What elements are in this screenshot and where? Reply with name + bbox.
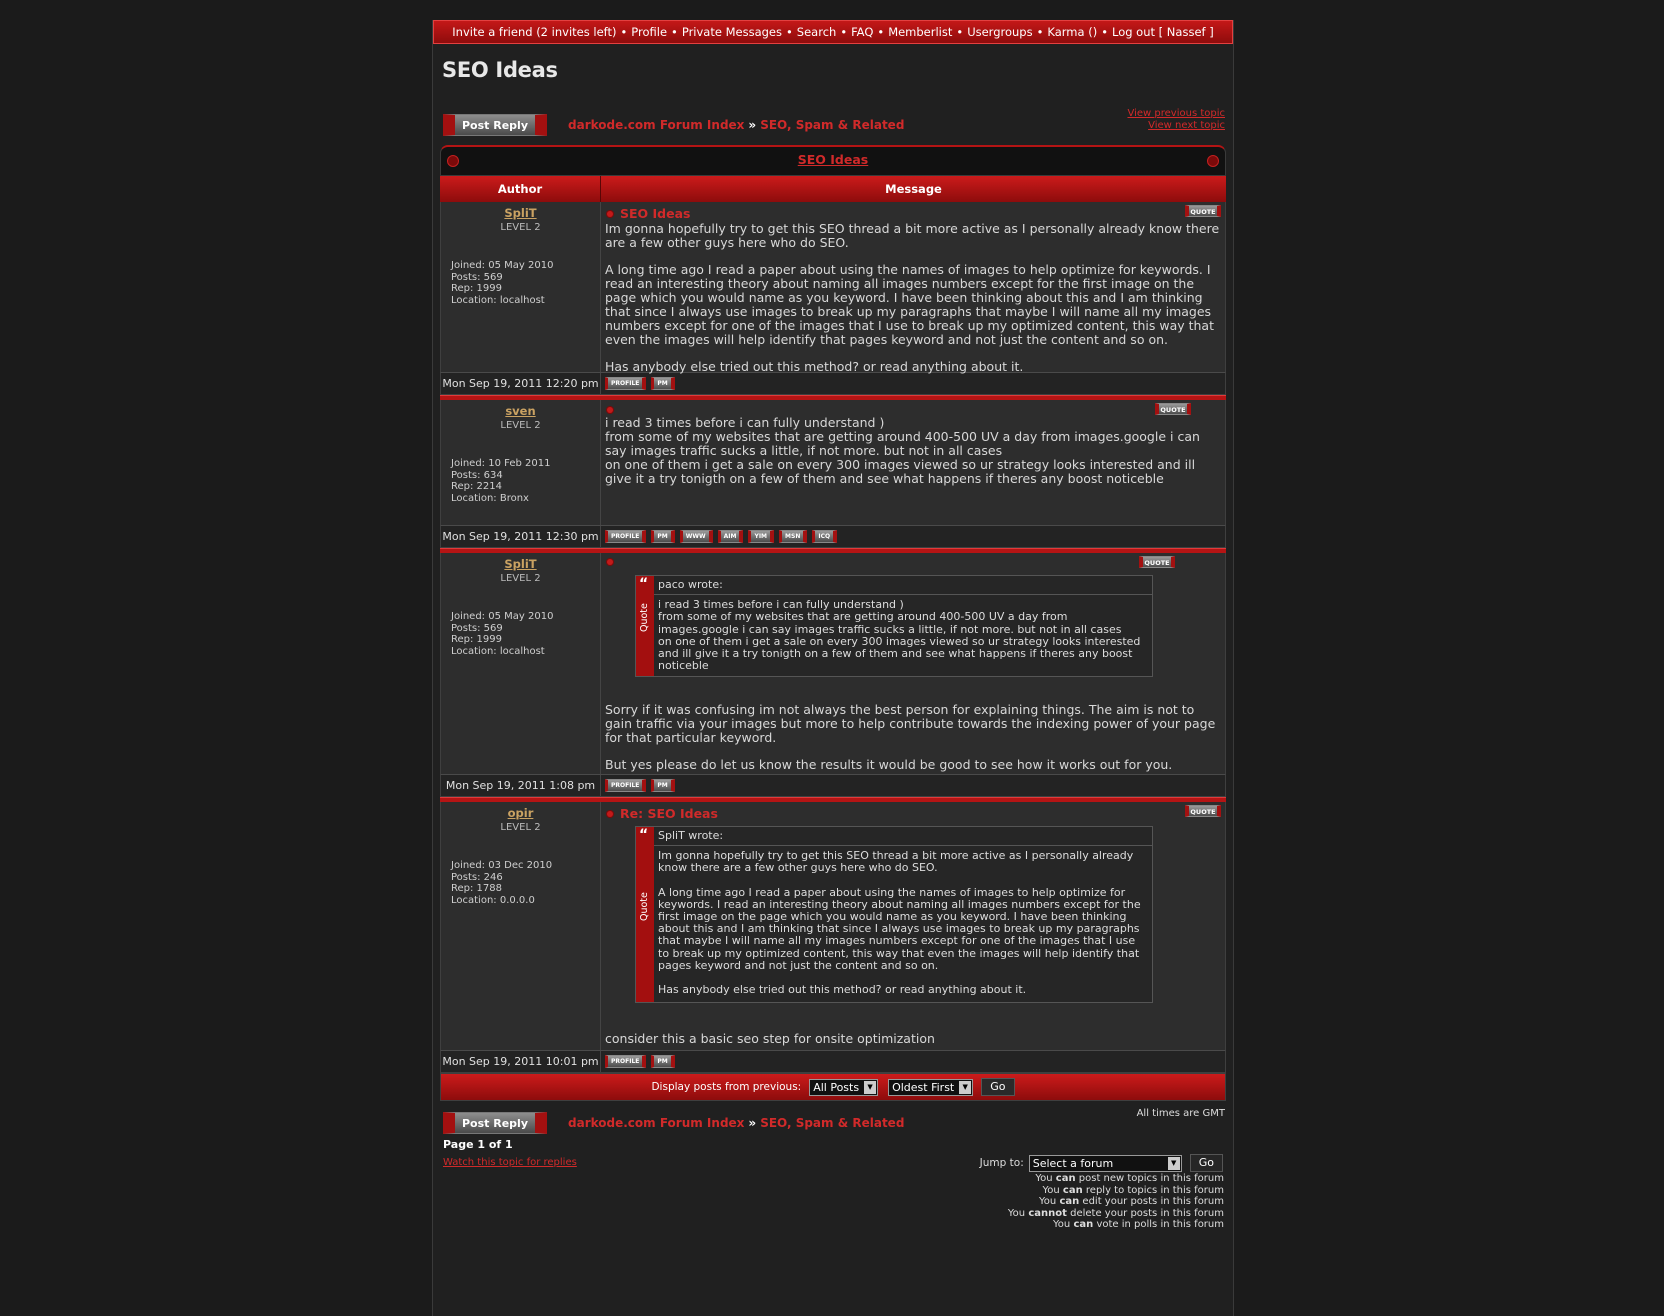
quote-label: Quote [639, 891, 650, 921]
nav-faq[interactable]: FAQ [851, 25, 874, 39]
post-body [605, 703, 1221, 785]
post-buttons [601, 373, 680, 394]
post-bullet-icon [607, 211, 613, 217]
nav-private-messages[interactable]: Private Messages [681, 25, 782, 39]
quote-line: on one of them i get a sale on every 300 images viewed so ur strategy looks interested and ill give it a try tonigth on a few of them and see what happens if theres any boost noticeble [658, 634, 1141, 673]
posts-order-select[interactable] [888, 1079, 973, 1096]
quote-mark-icon: “ [639, 576, 649, 592]
post-paragraph: Has anybody else tried out this method? or read anything about it. [605, 359, 1024, 374]
author-level: LEVEL 2 [500, 420, 541, 431]
topic-navigation [1127, 108, 1225, 132]
permission-line: You cannot delete your posts in this forum [1007, 1207, 1224, 1219]
profile-button[interactable]: PROFILE [605, 530, 646, 543]
post-row [440, 202, 1226, 372]
author-joined: Joined: 05 May 2010 [451, 260, 554, 271]
nav-separator: • [877, 25, 885, 39]
nav-search[interactable]: Search [796, 25, 837, 39]
breadcrumb-subforum[interactable]: SEO, Spam & Related [760, 1116, 905, 1130]
topic-table [440, 145, 1226, 1101]
author-posts: Posts: 246 [451, 871, 503, 883]
breadcrumb-subforum[interactable]: SEO, Spam & Related [760, 118, 905, 132]
forum-page [432, 20, 1234, 1316]
caption-dot-icon [1207, 155, 1219, 167]
yim-button[interactable]: YIM [748, 530, 774, 543]
post-body [605, 1032, 1221, 1046]
quote-author: SpliT wrote: [654, 827, 1152, 846]
aim-button[interactable]: AIM [718, 530, 744, 543]
quote-mark-icon: “ [639, 827, 649, 843]
quote-text [654, 595, 1152, 676]
top-toolbar [443, 108, 1227, 138]
post-bullet-icon [607, 811, 613, 817]
nav-separator: • [1036, 25, 1044, 39]
post-body [605, 222, 1221, 374]
post-footer [440, 1050, 1226, 1073]
post-line: i read 3 times before i can fully understand ) [605, 415, 885, 430]
dropdown-arrow-icon: ▼ [864, 1081, 876, 1094]
author-stats [451, 860, 552, 906]
permission-line: You can edit your posts in this forum [1039, 1196, 1224, 1207]
bottom-toolbar [443, 1108, 1227, 1136]
author-username[interactable]: SpliT [504, 557, 537, 571]
timezone-note: All times are GMT [1136, 1108, 1225, 1119]
post-paragraph: consider this a basic seo step for onsite optimization [605, 1031, 935, 1046]
author-username[interactable]: SpliT [504, 206, 537, 220]
jump-forum-value: Select a forum [1032, 1156, 1114, 1170]
post-author-panel [441, 202, 601, 372]
author-stats [451, 458, 550, 504]
posts-range-select[interactable] [809, 1079, 878, 1096]
breadcrumb [568, 1116, 904, 1130]
bottom-area [433, 1108, 1233, 1312]
view-previous-topic-link[interactable]: View previous topic [1127, 108, 1225, 119]
nav-separator: • [620, 25, 628, 39]
quote-button[interactable]: QUOTE [1155, 403, 1191, 415]
post-message [601, 802, 1225, 1050]
post-row [440, 400, 1226, 525]
post-reply-button[interactable]: Post Reply [443, 1112, 547, 1134]
post-bullet-icon [607, 559, 613, 565]
author-rep: Rep: 1999 [451, 283, 502, 294]
nav-separator: • [786, 25, 793, 39]
jump-forum-select[interactable] [1029, 1155, 1182, 1172]
profile-button[interactable]: PROFILE [605, 1055, 646, 1068]
nav-invite-friend[interactable]: Invite a friend (2 invites left) [452, 25, 617, 39]
quote-label: Quote [639, 603, 650, 633]
quote-paragraph: Has anybody else tried out this method? or read anything about it. [658, 983, 1027, 997]
quote-block [635, 826, 1153, 1003]
author-joined: Joined: 03 Dec 2010 [451, 860, 553, 871]
post-reply-button[interactable]: Post Reply [443, 114, 547, 136]
breadcrumb-arrow: » [748, 1116, 757, 1130]
nav-profile[interactable]: Profile [631, 25, 668, 39]
watch-topic-link[interactable]: Watch this topic for replies [443, 1157, 577, 1168]
www-button[interactable]: WWW [680, 530, 713, 543]
author-location: Location: Bronx [451, 492, 529, 504]
permission-line: You can reply to topics in this forum [1042, 1184, 1224, 1196]
quote-content [654, 827, 1152, 1002]
jump-go-button[interactable]: Go [1190, 1154, 1223, 1172]
display-posts-bar [440, 1073, 1226, 1101]
profile-button[interactable]: PROFILE [605, 779, 646, 792]
post-bullet-icon [607, 407, 613, 413]
author-level: LEVEL 2 [500, 222, 541, 233]
post-subject-text: SEO Ideas [620, 206, 691, 221]
author-location: Location: localhost [451, 645, 545, 657]
author-location: Location: 0.0.0.0 [451, 894, 535, 906]
post-author-panel [441, 553, 601, 774]
breadcrumb [568, 118, 904, 132]
quote-line: i read 3 times before i can fully understand ) [658, 598, 904, 612]
pm-button[interactable]: PM [651, 377, 674, 390]
profile-button[interactable]: PROFILE [605, 377, 646, 390]
quote-bar [636, 827, 654, 1002]
author-username[interactable]: opir [507, 806, 534, 820]
nav-usergroups[interactable]: Usergroups [967, 25, 1033, 39]
post-message [601, 553, 1225, 774]
header-message: Message [885, 182, 942, 196]
author-posts: Posts: 569 [451, 271, 503, 283]
post-line: on one of them i get a sale on every 300 images viewed so ur strategy looks interested and ill give it a try tonigth on a few of them and see what happens if theres any boost noticeble [605, 457, 1196, 486]
pm-button[interactable]: PM [651, 530, 674, 543]
post-message [601, 400, 1225, 525]
quote-paragraph: Im gonna hopefully try to get this SEO thread a bit more active as I personally already know there are a few other guys here who do SEO. [658, 849, 1134, 875]
topic-title-link[interactable]: SEO Ideas [797, 152, 869, 167]
nav-separator: • [840, 25, 848, 39]
post-date: Mon Sep 19, 2011 10:01 pm [441, 1051, 601, 1072]
header-author: Author [440, 176, 601, 202]
post-footer [440, 525, 1226, 548]
author-rep: Rep: 1999 [451, 634, 502, 645]
quote-content [654, 576, 1152, 676]
quote-button[interactable]: QUOTE [1185, 205, 1221, 217]
post-subject [605, 557, 1221, 567]
post-footer [440, 372, 1226, 395]
quote-text [654, 846, 1152, 1002]
author-rep: Rep: 1788 [451, 883, 502, 894]
breadcrumb-forum-index[interactable]: darkode.com Forum Index [568, 1116, 745, 1130]
pm-button[interactable]: PM [651, 779, 674, 792]
page-number: Page 1 of 1 [443, 1138, 513, 1151]
post-paragraph: Sorry if it was confusing im not always the best person for explaining things. The aim is not to gain traffic via your images but more to help contribute towards the indexing power of your page for that particular keyword. [605, 702, 1216, 745]
permission-line: You can vote in polls in this forum [1053, 1219, 1224, 1230]
dropdown-arrow-icon: ▼ [959, 1081, 971, 1094]
post-buttons [601, 1051, 680, 1072]
icq-button[interactable]: ICQ [812, 530, 837, 543]
display-posts-label: Display posts from previous: [651, 1081, 802, 1093]
page-title: SEO Ideas [442, 58, 558, 82]
jump-to-label: Jump to: [979, 1157, 1024, 1169]
post-date: Mon Sep 19, 2011 12:30 pm [441, 526, 601, 547]
post-author-panel [441, 400, 601, 525]
breadcrumb-arrow: » [748, 118, 757, 132]
post-paragraph: Im gonna hopefully try to get this SEO thread a bit more active as I personally already know there are a few other guys here who do SEO. [605, 221, 1220, 250]
quote-block [635, 575, 1153, 677]
quote-line: from some of my websites that are getting around 400-500 UV a day from images.google i can say images traffic sucks a little, if not more. but not in all cases [658, 610, 1122, 636]
author-username[interactable]: sven [505, 404, 536, 418]
top-navigation [433, 20, 1233, 44]
nav-logout[interactable]: Log out [ Nassef ] [1111, 25, 1214, 39]
post-subject [605, 806, 1221, 822]
author-joined: Joined: 10 Feb 2011 [451, 458, 551, 469]
nav-separator: • [671, 25, 678, 39]
post-row [440, 553, 1226, 774]
author-posts: Posts: 634 [451, 469, 503, 481]
msn-button[interactable]: MSN [779, 530, 807, 543]
pm-button[interactable]: PM [651, 1055, 674, 1068]
author-joined: Joined: 05 May 2010 [451, 611, 554, 622]
author-level: LEVEL 2 [500, 822, 541, 833]
post-paragraph: But yes please do let us know the results it would be good to see how it works out for you. [605, 757, 1173, 772]
jump-to-form [980, 1154, 1223, 1172]
post-message [601, 202, 1225, 372]
caption-dot-icon [447, 155, 459, 167]
posts-order-value: Oldest First [892, 1080, 955, 1094]
post-row [440, 802, 1226, 1050]
post-paragraph: A long time ago I read a paper about using the names of images to help optimize for keywords. I read an interesting theory about naming all images numbers except for the first image on the page which you would name as you keyword. I have been thinking about this and I am thinking that since I always use images to break up my paragraphs that maybe I will name all my images numbers except for one of the images that I use to break up my optimized content, this way that even the images will help identify that pages keyword and not just the content and so on. [605, 262, 1214, 347]
posts-range-value: All Posts [813, 1080, 860, 1094]
breadcrumb-forum-index[interactable]: darkode.com Forum Index [568, 118, 745, 132]
quote-button[interactable]: QUOTE [1185, 805, 1221, 817]
table-header [440, 176, 1226, 202]
author-stats [451, 260, 553, 306]
post-body [605, 416, 1221, 486]
forum-permissions [1008, 1173, 1224, 1231]
author-posts: Posts: 569 [451, 622, 503, 634]
quote-author: paco wrote: [654, 576, 1152, 595]
nav-separator: • [956, 25, 964, 39]
post-subject [605, 206, 1221, 222]
table-caption [440, 145, 1226, 176]
post-date: Mon Sep 19, 2011 12:20 pm [441, 373, 601, 394]
dropdown-arrow-icon: ▼ [1168, 1157, 1180, 1170]
quote-button[interactable]: QUOTE [1139, 556, 1175, 568]
author-level: LEVEL 2 [500, 573, 541, 584]
quote-paragraph: A long time ago I read a paper about using the names of images to help optimize for keywords. I read an interesting theory about naming all images numbers except for the first image on the page which you would name as you keyword. I have been thinking about this and I am thinking that since I always use images to break up my paragraphs that maybe I will name all my images numbers except for one of the images that I use to break up my optimized content, this way that even the images will help identify that pages keyword and not just the content and so on. [658, 885, 1141, 972]
post-date: Mon Sep 19, 2011 1:08 pm [441, 775, 601, 796]
post-subject-text: Re: SEO Ideas [620, 806, 718, 821]
post-buttons [601, 526, 842, 547]
display-go-button[interactable]: Go [981, 1078, 1014, 1096]
nav-separator: • [1101, 25, 1108, 39]
author-stats [451, 611, 553, 657]
author-rep: Rep: 2214 [451, 481, 502, 492]
post-author-panel [441, 802, 601, 1050]
view-next-topic-link[interactable]: View next topic [1148, 120, 1225, 131]
permission-line: You can post new topics in this forum [1035, 1173, 1224, 1184]
nav-karma[interactable]: Karma () [1047, 25, 1098, 39]
nav-memberlist[interactable]: Memberlist [888, 25, 953, 39]
quote-bar [636, 576, 654, 676]
post-line: from some of my websites that are getting around 400-500 UV a day from images.google i can say images traffic sucks a little, if not more. but not in all cases [605, 429, 1200, 458]
author-location: Location: localhost [451, 294, 545, 306]
